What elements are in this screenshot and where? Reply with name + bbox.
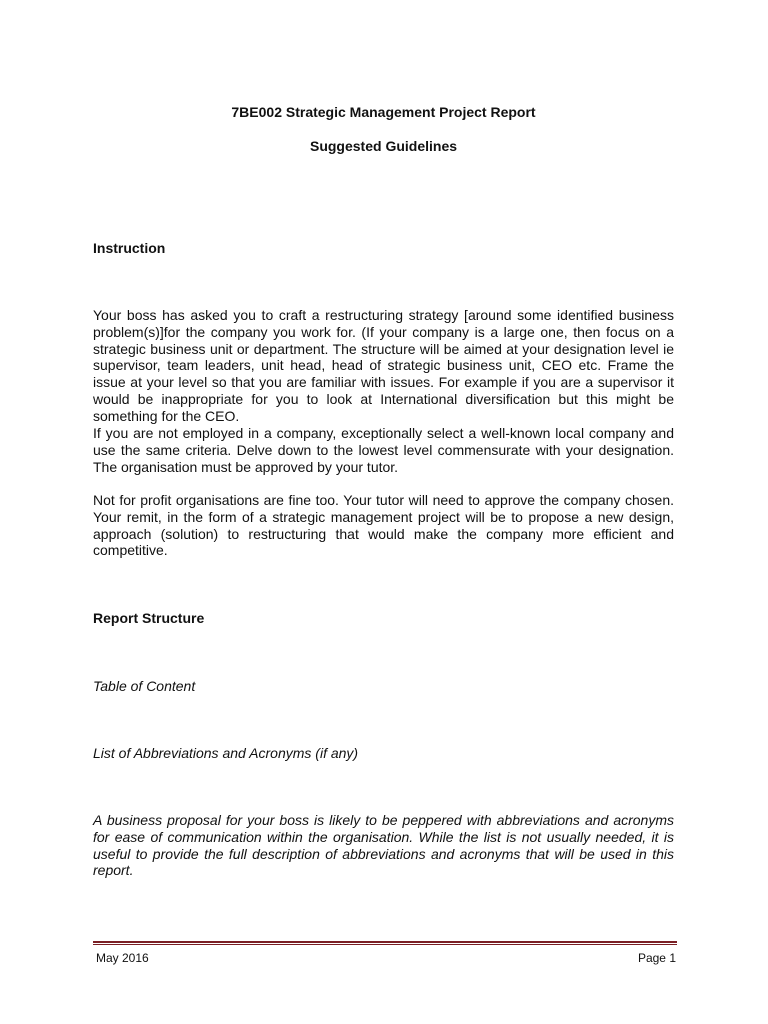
table-of-content-label: Table of Content: [93, 678, 196, 694]
document-title: 7BE002 Strategic Management Project Report: [231, 104, 536, 120]
instruction-paragraph-2: If you are not employed in a company, exceptionally select a well-known local company and use the same criteria. Delve down to the lowest level commensurate with your designation. The organisation must be approved by your tutor.: [93, 425, 674, 475]
report-structure-heading: Report Structure: [93, 610, 205, 626]
footer-date: May 2016: [96, 951, 149, 965]
instruction-heading: Instruction: [93, 240, 166, 256]
footer-divider: [93, 941, 677, 945]
document-subtitle: Suggested Guidelines: [309, 138, 458, 154]
footer-page-number: Page 1: [637, 951, 676, 965]
instruction-paragraph-1: Your boss has asked you to craft a restructuring strategy [around some identified business problem(s)]for the company you work for. (If your company is a large one, then focus on a strategic business unit or department. The structure will be aimed at your designation level ie supervisor, team leaders, unit head, head of strategic business unit, CEO etc. Frame the issue at your level so that you are familiar with issues. For example if you are a supervisor it would be inappropriate for you to look at International diversification but this might be something for the CEO.: [93, 307, 674, 424]
instruction-paragraph-3: Not for profit organisations are fine too. Your tutor will need to approve the company chosen. Your remit, in the form of a strategic management project will be to propose a new design, approach (solution) to restructuring that would make the company more efficient and competitive.: [93, 492, 674, 559]
abbreviations-paragraph: A business proposal for your boss is likely to be peppered with abbreviations and acronyms for ease of communication within the organisation. While the list is not usually needed, it is useful to provide the full description of abbreviations and acronyms that will be used in this report.: [93, 812, 674, 879]
abbreviations-label: List of Abbreviations and Acronyms (if any): [93, 745, 359, 761]
